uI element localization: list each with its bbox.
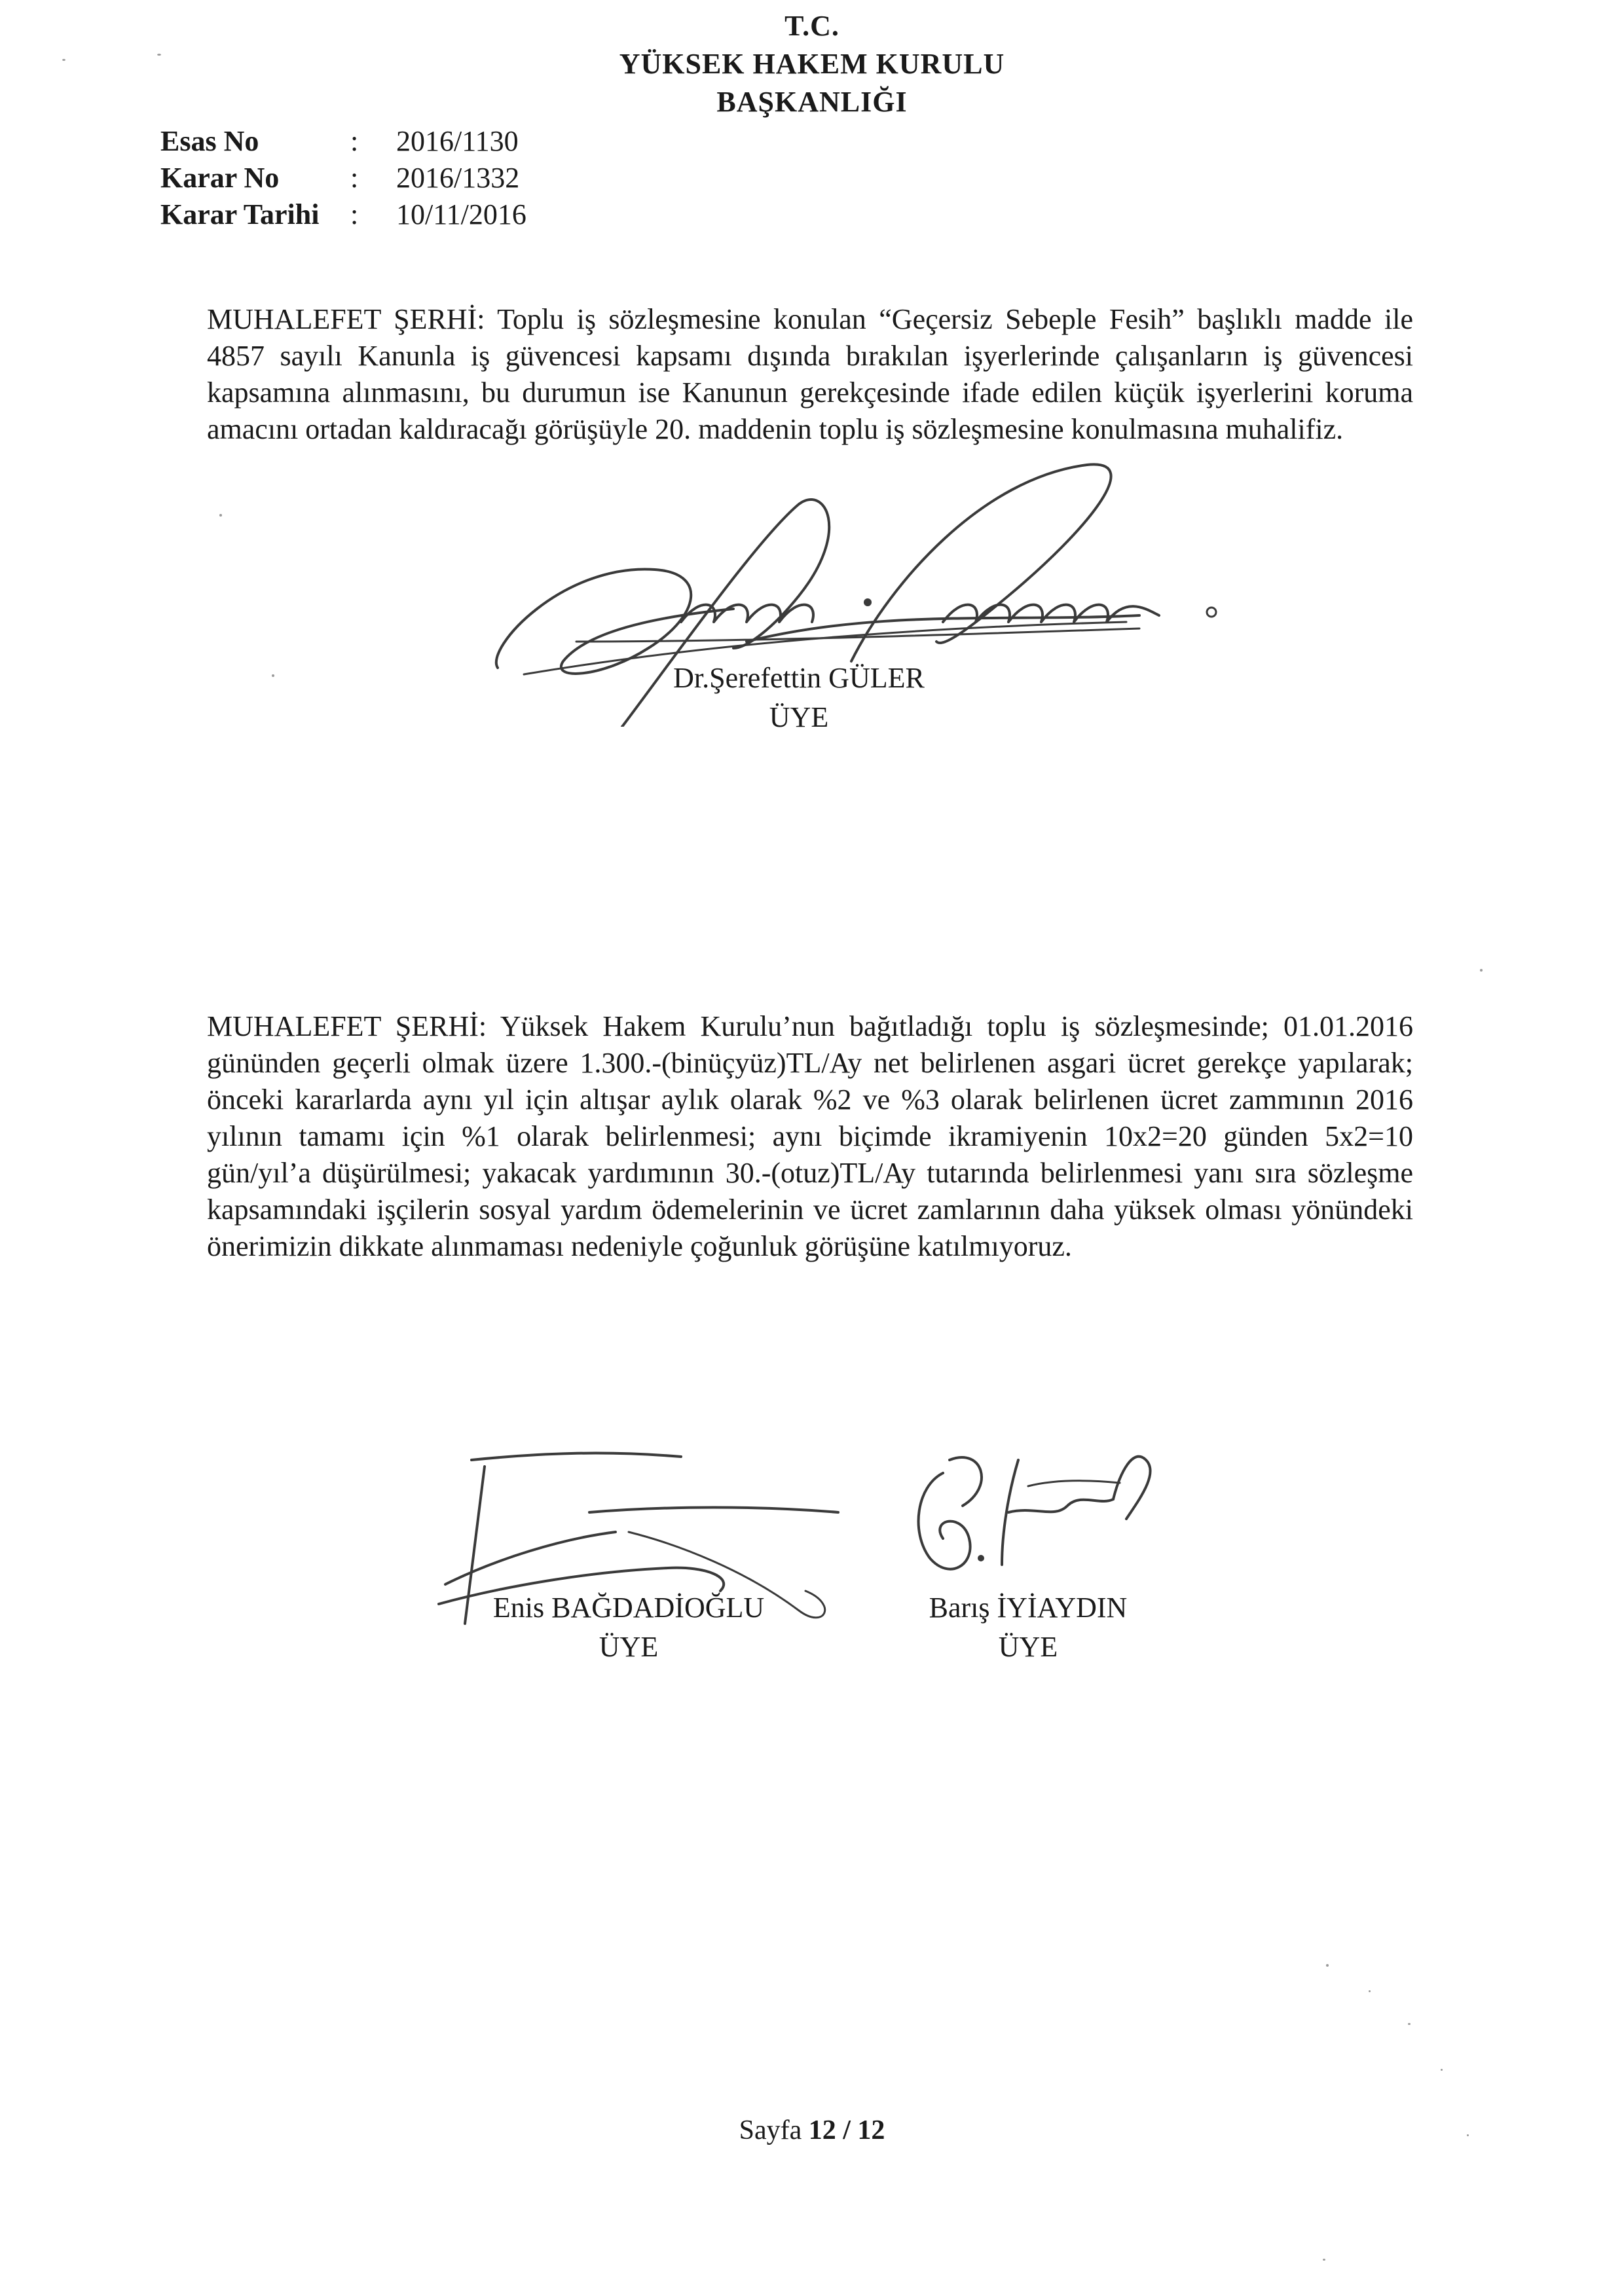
- signer-name: Barış İYİAYDIN: [929, 1592, 1128, 1624]
- scan-speck: [272, 674, 274, 677]
- signer-role: ÜYE: [998, 1631, 1058, 1663]
- signature-iyiaydin: [904, 1434, 1179, 1591]
- dissent-paragraph-2: [207, 1008, 1413, 1265]
- karar-tarihi-value: 10/11/2016: [396, 198, 526, 230]
- header-presidency: BAŞKANLIĞI: [716, 86, 908, 118]
- current-page: 12: [808, 2115, 836, 2145]
- scan-speck: [157, 54, 161, 56]
- dissent-paragraph-1: [207, 301, 1413, 448]
- colon: :: [350, 125, 359, 157]
- dissent-text: Yüksek Hakem Kurulu’nun bağıtladığı toplu iş sözleşmesinde; 01.01.2016 gününden geçerli olmak üzere 1.300.-(binüçyüz)TL/Ay net belirlenen asgari ücret gerekçe yapılarak; önceki kararlarda aynı yıl için altışar aylık olarak %2 ve %3 olarak belirlenen ücret zammının 2016 yılının tamamı için %1 olarak belirlenmesi; aynı biçimde ikramiyenin 10x2=20 günden 5x2=10 gün/yıl’a düşürülmesi; yakacak yardımının 30.-(otuz)TL/Ay tutarında belirlenmesi yanı sıra sözleşme kapsamındaki işçilerin sosyal yardım ödemelerinin ve ücret zamlarının daha yüksek olması yönündeki önerimizin dikkate alınmaması nedeniyle çoğunluk görüşüne katılmıyoruz.: [207, 1010, 1414, 1262]
- esas-no-value: 2016/1130: [396, 125, 519, 157]
- scan-speck: [1441, 2069, 1443, 2071]
- page-separator: /: [843, 2115, 851, 2145]
- header-institution: YÜKSEK HAKEM KURULU: [619, 48, 1005, 80]
- scan-speck: [219, 514, 222, 517]
- karar-tarihi-label: Karar Tarihi: [160, 198, 320, 230]
- scan-speck: [1369, 1990, 1371, 1992]
- signer-name: Enis BAĞDADİOĞLU: [492, 1592, 765, 1624]
- karar-no-value: 2016/1332: [396, 162, 520, 194]
- signer-role: ÜYE: [769, 701, 829, 733]
- scan-speck: [62, 59, 65, 61]
- scan-speck: [1480, 969, 1483, 972]
- dissent-title: MUHALEFET ŞERHİ:: [207, 1010, 487, 1042]
- dissent-text: Toplu iş sözleşmesine konulan “Geçersiz Sebeple Fesih” başlıklı madde ile 4857 sayılı Kanunla iş güvencesi kapsamı dışında bırakılan işyerlerinde çalışanların iş güvencesi kapsamına alınmasını, bu durumun ise Kanunun gerekçesinde ifade edilen küçük işyerlerini koruma amacını ortadan kaldıracağı görüşüyle 20. maddenin toplu iş sözleşmesine konulmasına muhalifiz.: [207, 303, 1413, 445]
- karar-no-label: Karar No: [160, 162, 280, 194]
- total-pages: 12: [857, 2115, 885, 2145]
- page-label: Sayfa: [739, 2115, 802, 2145]
- scan-speck: [1323, 2259, 1325, 2261]
- dissent-title: MUHALEFET ŞERHİ:: [207, 303, 485, 335]
- colon: :: [350, 198, 359, 230]
- header-tc: T.C.: [784, 10, 840, 42]
- page-footer: [0, 2115, 1624, 2146]
- scan-speck: [1326, 1964, 1329, 1967]
- scan-speck: [1467, 2134, 1469, 2136]
- esas-no-label: Esas No: [160, 125, 259, 157]
- signer-name: Dr.Şerefettin GÜLER: [673, 662, 925, 694]
- signer-role: ÜYE: [599, 1631, 659, 1663]
- scan-speck: [1408, 2023, 1411, 2025]
- colon: :: [350, 162, 359, 194]
